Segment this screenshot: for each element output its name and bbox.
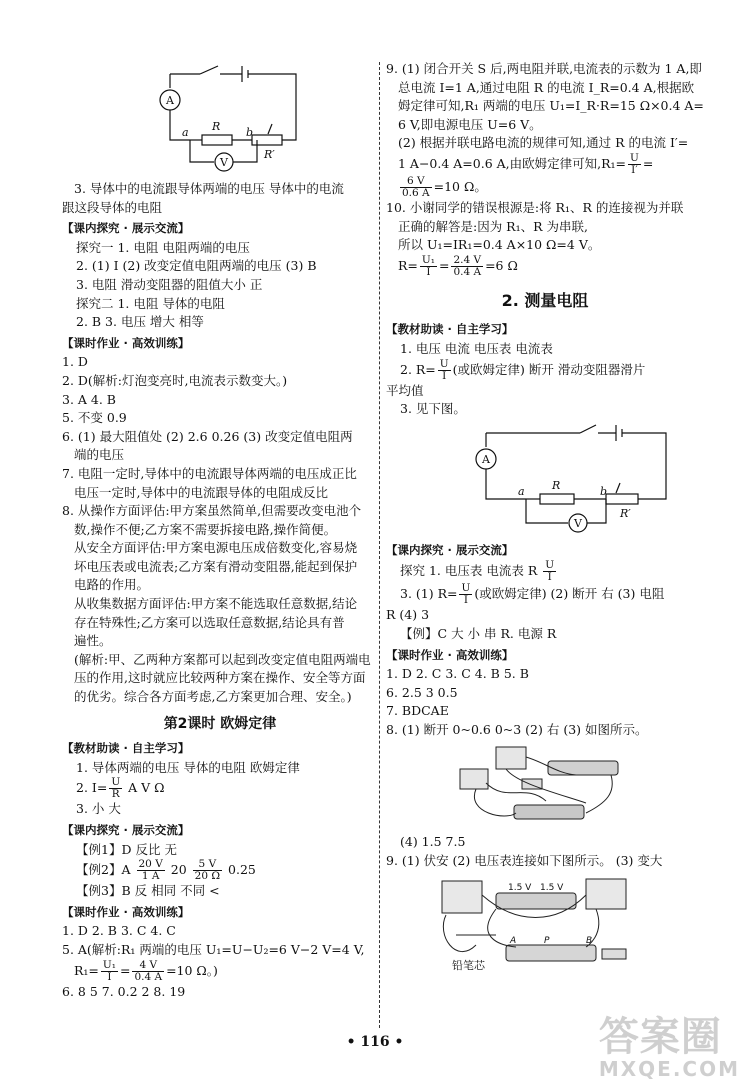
fraction (137, 859, 165, 882)
section-heading: 【课时作业 · 高效训练】 (386, 647, 514, 662)
formula-prefix: R₁= (74, 962, 99, 978)
answer-line: 6. 8 5 7. 0.2 2 8. 19 (62, 983, 186, 999)
numerator: U (630, 151, 639, 164)
fraction (132, 960, 164, 983)
ammeter-label: A (482, 452, 490, 466)
fraction (101, 960, 118, 983)
formula-suffix: =6 Ω (485, 257, 518, 273)
node-b-label: B (586, 935, 593, 946)
answer-line: 3. A 4. B (62, 391, 116, 407)
example-tag: 例1 (88, 841, 109, 857)
formula-suffix: (或欧姆定律) (2) 断开 右 (3) 电阻 (474, 586, 665, 602)
formula-line (386, 176, 704, 199)
section-heading: 【教材助读 · 自主学习】 (386, 322, 514, 337)
voltmeter-label: V (574, 516, 582, 530)
apparatus-figure-9 (436, 875, 636, 975)
watermark-top: 答案圈 (598, 1014, 722, 1060)
example-1: 【例1】D 反比 无 (76, 841, 177, 857)
numerator: U (439, 357, 449, 370)
answer-line: 9. (1) 闭合开关 S 后,两电阻并联,电流表的示数为 1 A,即 (386, 61, 702, 76)
answer-line: 电路的作用。 (74, 577, 150, 593)
node-a-label: A (510, 935, 517, 946)
circuit-diagram-right (456, 419, 696, 539)
section-heading: 【课内探究 · 展示交流】 (386, 542, 514, 557)
answer-line: 1. 电压 电流 电压表 电流表 (400, 340, 553, 356)
voltmeter-label: V (220, 156, 228, 169)
formula-line (386, 255, 704, 278)
answer-line: 1. D (62, 354, 88, 370)
example-3: 【例3】B 反 相同 不同 < (76, 883, 220, 899)
apparatus-figure-8 (446, 743, 626, 829)
answer-line: 8. 从操作方面评估:甲方案虽然简单,但需要改变电池个 (62, 503, 362, 519)
section-heading: 【课内探究 · 展示交流】 (62, 221, 190, 236)
answer-line: 姆定律可知,R₁ 两端的电压 U₁=I_R·R=15 Ω×0.4 A= (398, 98, 704, 114)
answer-line: 端的电压 (74, 447, 125, 463)
item-3-line1: 3. 导体中的电流跟导体两端的电压 导体中的电流 (74, 181, 344, 196)
answer-line: 从收集数据方面评估:甲方案不能选取任意数据,结论 (74, 596, 358, 612)
fraction (420, 255, 437, 278)
section-heading: 【课内探究 · 展示交流】 (62, 823, 190, 837)
formula-suffix: (或欧姆定律) 断开 滑动变阻器滑片 (452, 361, 646, 377)
answer-line: 从安全方面评估:甲方案电源电压成倍数变化,容易烧 (74, 540, 358, 556)
example-answer: B 反 相同 不同 < (121, 883, 220, 899)
answer-line: 压的作用,这时就应比较两种方案在操作、安全等方面 (74, 670, 366, 686)
answer-line: 7. BDCAE (386, 703, 449, 719)
equals: = (642, 155, 654, 171)
example-tag: 例3 (88, 883, 109, 899)
pencil-lead-label: 铅笔芯 (452, 958, 485, 972)
lesson-title: 第2课时 欧姆定律 (163, 715, 277, 732)
fraction (400, 176, 432, 199)
formula-suffix: =10 Ω。 (433, 178, 487, 194)
answer-line: 5. 不变 0.9 (62, 410, 127, 426)
answer-line: 2. D(解析:灯泡变亮时,电流表示数变大。) (62, 372, 288, 388)
formula-prefix: 探究 1. 电压表 电流表 R (400, 563, 538, 579)
fraction (109, 777, 122, 800)
formula-prefix: 1 A−0.4 A=0.6 A,由欧姆定律可知,R₁= (398, 155, 627, 171)
answer-line: 3. 见下图。 (400, 401, 466, 417)
column-divider (379, 62, 380, 1028)
formula-line (62, 777, 378, 800)
formula-line (62, 960, 378, 983)
battery-voltage-label: 1.5 V (508, 882, 532, 893)
right-column (386, 60, 704, 979)
answer-line: 8. (1) 断开 0~0.6 0~3 (2) 右 (3) 如图所示。 (386, 721, 648, 737)
answer-line: 所以 U₁=IR₁=0.4 A×10 Ω=4 V。 (398, 237, 601, 253)
answer-line: 7. 电阻一定时,导体中的电流跟导体两端的电压成正比 (62, 465, 357, 481)
circuit-diagram-left (92, 60, 332, 180)
node-b-label: b (246, 126, 254, 139)
fraction (451, 255, 483, 278)
answer-line: 1. 导体两端的电压 导体的电阻 欧姆定律 (76, 759, 300, 775)
answer-line: 坏电压表或电流表;乙方案有滑动变阻器,能起到保护 (74, 558, 358, 574)
answer-line: 数,操作不便;乙方案不需要拆接电路,操作简便。 (74, 521, 337, 537)
answer-line: 3. 小 大 (76, 801, 121, 817)
answer-line: R (4) 3 (386, 607, 430, 623)
example-answer: 20 (170, 862, 187, 878)
answer-line: (解析:甲、乙两种方案都可以起到改变定值电阻两端电 (74, 651, 371, 667)
example-answer: A (121, 862, 131, 878)
numerator: 20 V (138, 858, 163, 871)
resistor-label: R (552, 478, 561, 492)
formula-suffix: A V Ω (128, 780, 165, 796)
answer-line: (4) 1.5 7.5 (400, 834, 466, 850)
answer-line: 6 V,即电源电压 U=6 V。 (398, 116, 542, 132)
item-3-line2: 跟这段导体的电阻 (62, 199, 163, 215)
answer-line: 9. (1) 伏安 (2) 电压表连接如下图所示。 (3) 变大 (386, 853, 663, 869)
example-tag: 例2 (88, 862, 109, 878)
answer-line: 3. 电阻 滑动变阻器的阻值大小 正 (76, 276, 263, 292)
equals: = (119, 962, 131, 978)
fraction (193, 859, 222, 882)
node-a-label: a (182, 126, 189, 139)
answer-line: (2) 根据并联电路电流的规律可知,通过 R 的电流 I′= (398, 135, 689, 151)
rheostat-label: R′ (264, 148, 275, 161)
answer-line: 6. 2.5 3 0.5 (386, 684, 458, 700)
rheostat-label: R′ (620, 506, 631, 520)
node-a-label: a (518, 484, 525, 498)
answer-line: 总电流 I=1 A,通过电阻 R 的电流 I_R=0.4 A,根据欧 (398, 79, 695, 95)
formula-line (386, 153, 704, 176)
example-answer: C 大 小 串 R. 电源 R (437, 625, 557, 641)
denominator: 0.6 A (402, 186, 430, 199)
resistor-label: R (212, 120, 221, 133)
numerator: U₁ (102, 958, 116, 971)
answer-line: 2. (1) I (2) 改变定值电阻两端的电压 (3) B (76, 258, 317, 274)
numerator: 2.4 V (453, 253, 482, 266)
answer-line: 1. D 2. C 3. C 4. B 5. B (386, 666, 529, 682)
fraction (543, 560, 556, 583)
answer-line: 10. 小谢同学的错误根源是:将 R₁、R 的连接视为并联 (386, 199, 684, 215)
denominator: I (442, 369, 447, 382)
answer-line: 的优劣。综合各方面考虑,乙方案更加合理、安全。) (74, 689, 352, 705)
ammeter-label: A (166, 94, 174, 107)
denominator: I (463, 594, 468, 607)
example-answer: 0.25 (228, 862, 256, 878)
answer-line: 遍性。 (74, 633, 112, 649)
answer-line: 平均值 (386, 382, 424, 398)
battery-voltage-label: 1.5 V (540, 882, 564, 893)
formula-prefix: R= (398, 257, 418, 273)
numerator: U (111, 776, 121, 789)
denominator: R (111, 788, 120, 801)
denominator: I (426, 265, 431, 278)
watermark-bottom: MXQE.COM (598, 1057, 740, 1081)
denominator: I′ (631, 163, 638, 176)
formula-line (386, 359, 704, 382)
answer-line: 存在特殊性;乙方案可以选取任意数据,结论具有普 (74, 614, 345, 630)
page-number: • 116 • (346, 1034, 404, 1050)
denominator: 0.4 A (134, 970, 163, 983)
formula-line (386, 560, 704, 583)
answer-line: 6. (1) 最大阻值处 (2) 2.6 0.26 (3) 改变定值电阻两 (62, 428, 353, 444)
node-b-label: b (600, 484, 608, 498)
denominator: I (107, 970, 112, 983)
section-heading: 【课时作业 · 高效训练】 (62, 904, 190, 919)
fraction (628, 153, 641, 176)
denominator: 0.4 A (453, 265, 482, 278)
section-heading: 【教材助读 · 自主学习】 (62, 741, 190, 756)
formula-prefix: 2. I= (76, 780, 108, 796)
denominator: I (547, 571, 552, 584)
example-answer: D 反比 无 (121, 841, 177, 857)
example-2: 【例2】A $\frac{20 V}{1 A}$ 20 $\frac{5 V}{20 \Omega}$ 0.25 (76, 858, 256, 883)
answer-line: 电压一定时,导体中的电流跟导体的电阻成反比 (74, 484, 328, 500)
formula-line (386, 583, 704, 606)
example-line: 【例】C 大 小 串 R. 电源 R (400, 625, 557, 641)
left-column (62, 60, 378, 1001)
numerator: 6 V (400, 176, 432, 188)
fraction (438, 359, 451, 382)
watermark (598, 1014, 740, 1081)
example-tag: 例 (412, 625, 426, 641)
answer-line: 2. B 3. 电压 增大 相等 (76, 314, 204, 330)
numerator: U₁ (421, 253, 435, 266)
section-heading: 【课时作业 · 高效训练】 (62, 335, 190, 350)
denominator: 20 Ω (194, 870, 221, 883)
node-p-label: P (544, 935, 550, 946)
formula-prefix: 3. (1) R= (400, 586, 458, 602)
fraction (459, 583, 472, 606)
formula-prefix: 2. R= (400, 361, 436, 377)
equals: = (438, 257, 450, 273)
numerator: U (545, 559, 555, 572)
numerator: 5 V (193, 859, 222, 871)
answer-line: 1. D 2. B 3. C 4. C (62, 923, 176, 939)
numerator: U (461, 582, 471, 595)
answer-line: 5. A(解析:R₁ 两端的电压 U₁=U−U₂=6 V−2 V=4 V, (62, 941, 365, 957)
formula-suffix: =10 Ω。) (166, 962, 218, 978)
denominator: 1 A (141, 870, 160, 883)
explore-2: 探究二 1. 电阻 导体的电阻 (76, 295, 225, 311)
answer-line: 正确的解答是:因为 R₁、R 为串联, (398, 218, 588, 234)
explore-1: 探究一 1. 电阻 电阻两端的电压 (76, 239, 250, 255)
numerator: 4 V (132, 960, 164, 972)
section-title: 2. 测量电阻 (501, 290, 589, 310)
